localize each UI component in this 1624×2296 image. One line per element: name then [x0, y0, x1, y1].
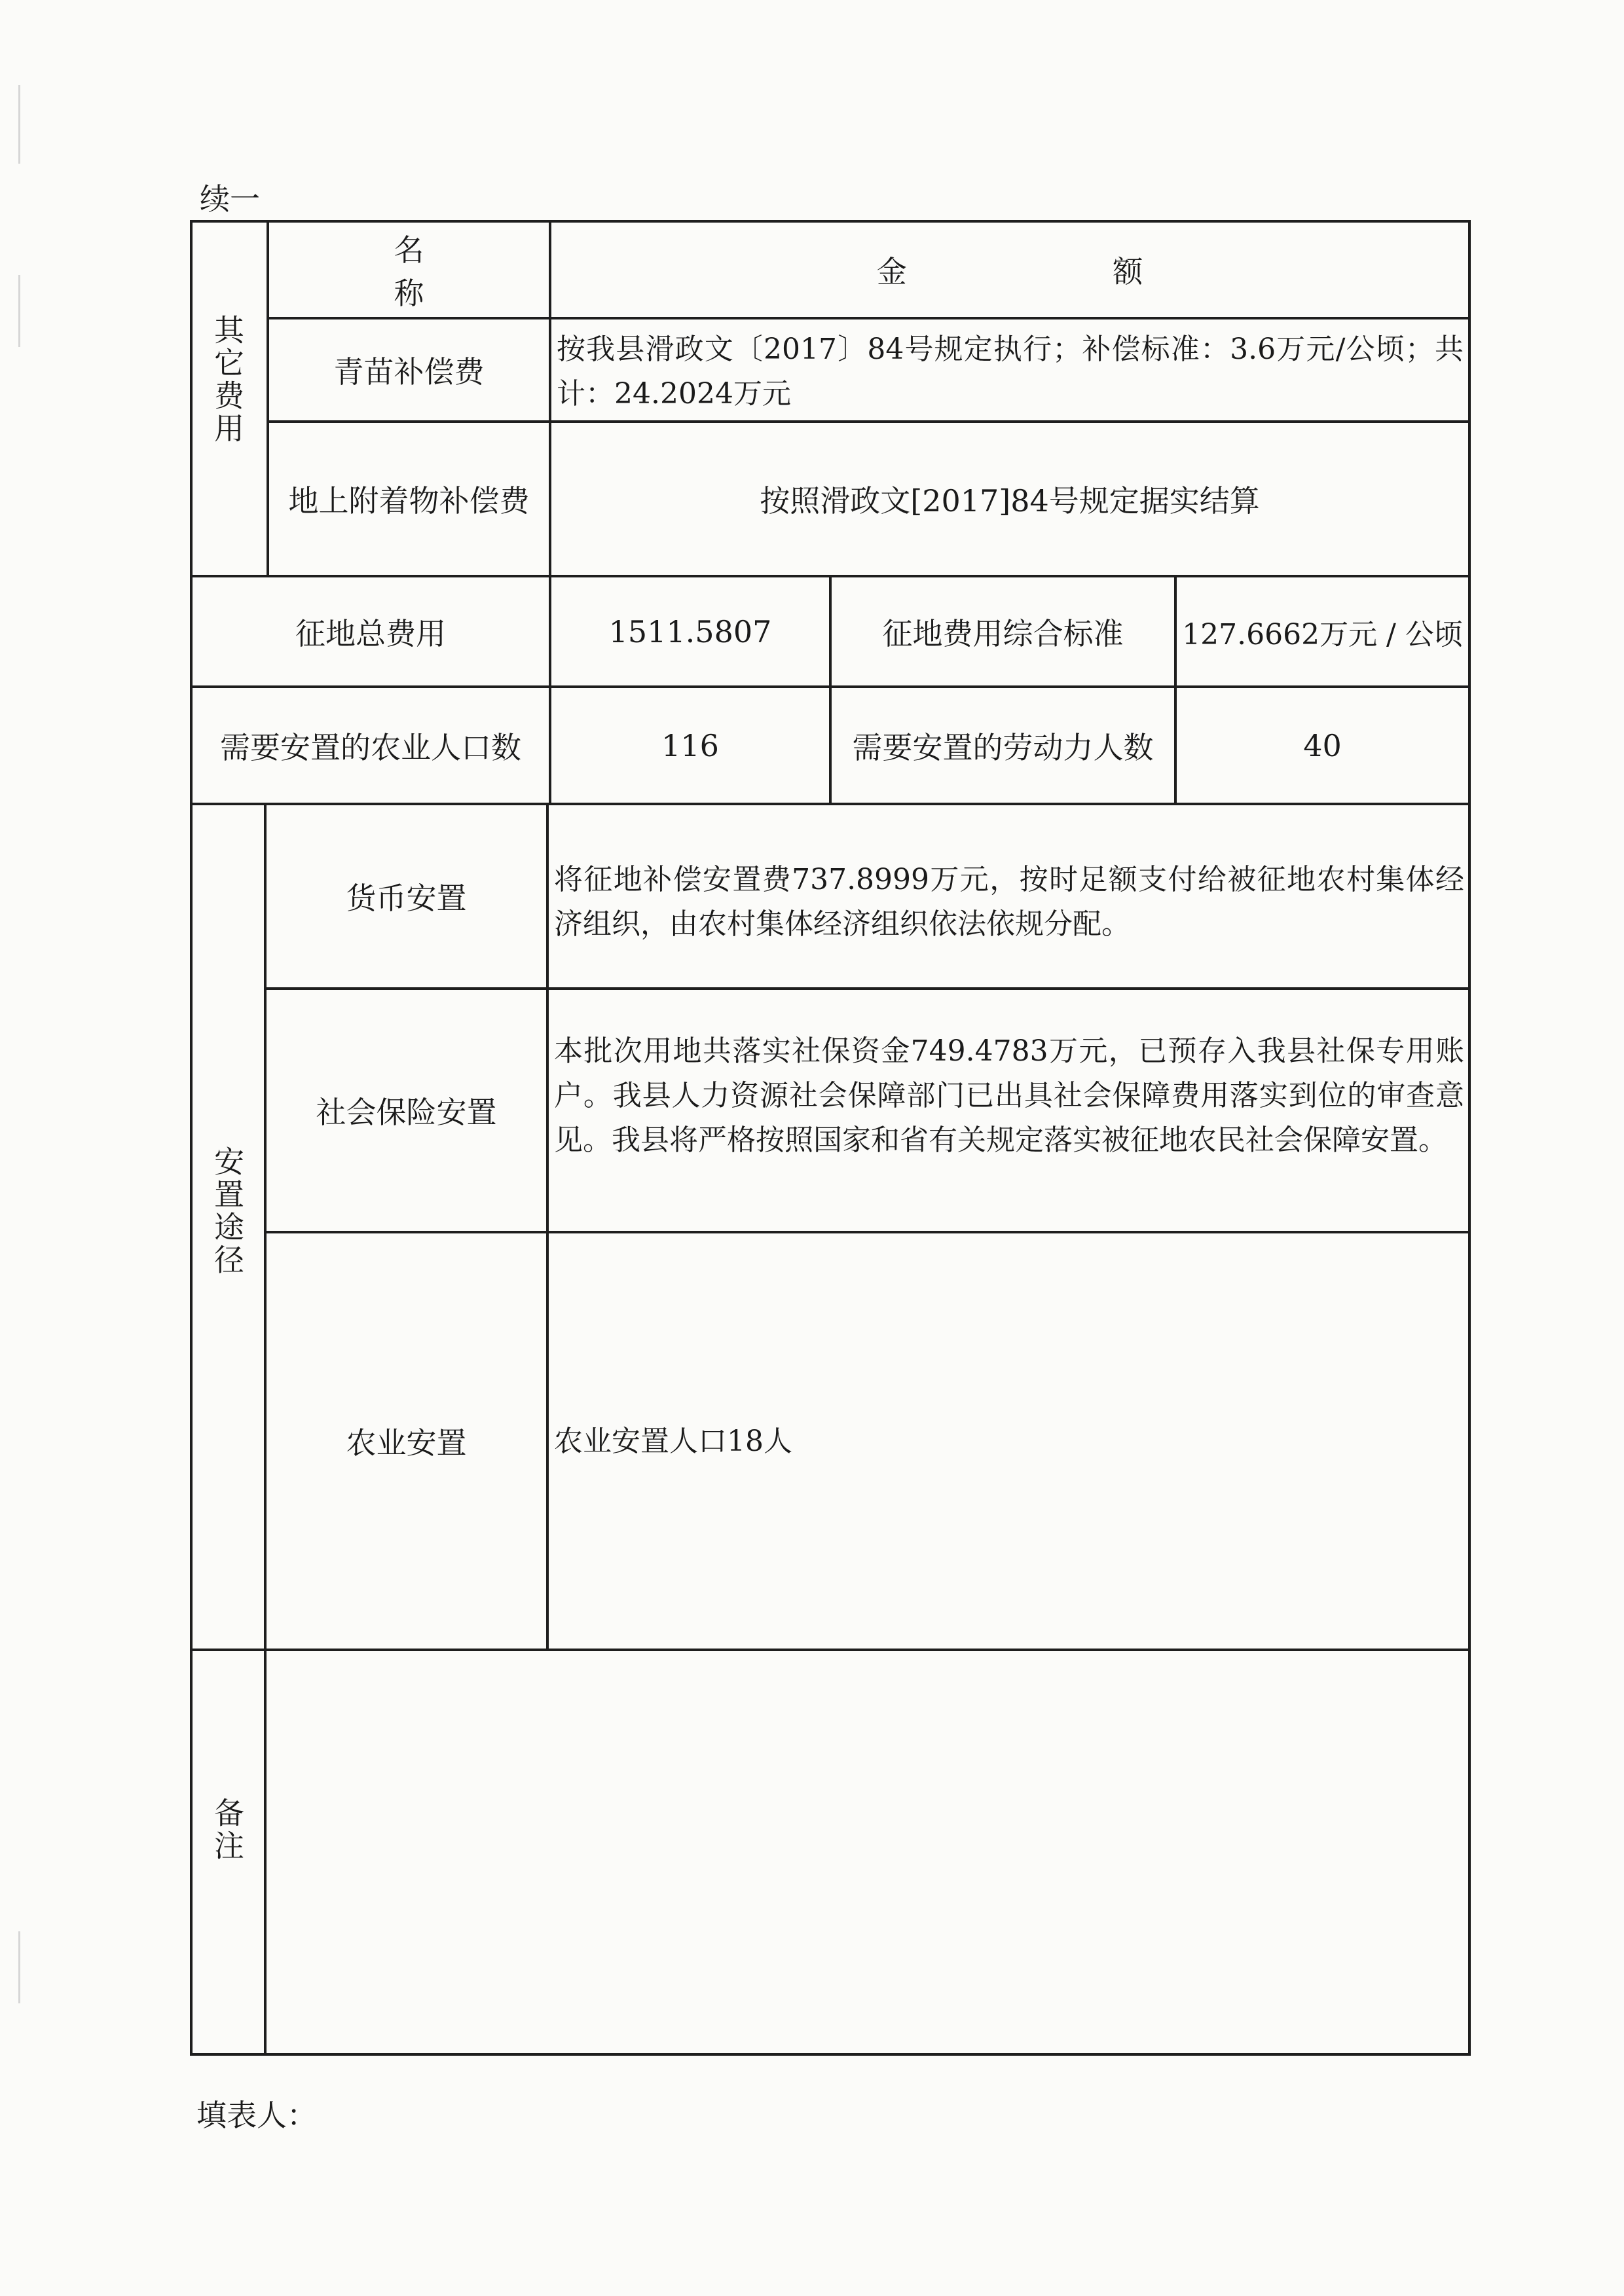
- column-header-name: 名 称: [394, 232, 487, 311]
- labor-value: 40: [1303, 727, 1342, 763]
- standard-label: 征地费用综合标准: [882, 615, 1124, 651]
- resettle-text-social-insurance: 本批次用地共落实社保资金749.4783万元，已预存入我县社保专用账户。我县人力资源社会保障部门已出具社会保障费用落实到位的审查意见。我县将严格按照国家和省有关规定落实被征地农民社会保障安置。: [554, 1034, 1464, 1157]
- standard-value: 127.6662万元 / 公顷: [1182, 617, 1463, 651]
- column-header-amount: 金 额: [876, 254, 1242, 289]
- fee-text-attachments: 按照滑政文[2017]84号规定据实结算: [760, 483, 1260, 519]
- form-filler-label: 填表人：: [196, 2098, 317, 2133]
- resettle-text-monetary: 将征地补偿安置费737.8999万元，按时足额支付给被征地农村集体经济组织，由农村集体经济组织依法依规分配。: [554, 863, 1464, 941]
- resettle-text-agricultural: 农业安置人口18人: [554, 1425, 792, 1458]
- resettle-name-agricultural: 农业安置: [346, 1425, 467, 1461]
- fee-name-attachments: 地上附着物补偿费: [288, 483, 530, 519]
- fee-text-seedling: 按我县滑政文〔2017〕84号规定执行；补偿标准：3.6万元/公顷；共计：24.2024万元: [557, 333, 1464, 410]
- continuation-label: 续一: [200, 181, 260, 217]
- fee-name-seedling: 青苗补偿费: [333, 354, 485, 390]
- agri-pop-value: 116: [661, 727, 719, 763]
- resettle-name-social-insurance: 社会保险安置: [316, 1095, 497, 1130]
- remarks-content: [275, 1663, 1460, 2043]
- labor-label: 需要安置的劳动力人数: [852, 729, 1154, 765]
- scan-edge-mark: [18, 85, 20, 164]
- total-cost-value: 1511.5807: [608, 613, 772, 649]
- resettle-name-monetary: 货币安置: [346, 881, 467, 916]
- other-fees-section-label: 其它费用: [210, 314, 245, 445]
- scan-edge-mark: [18, 1931, 20, 2003]
- remarks-label: 备注: [210, 1797, 245, 1863]
- resettlement-section-label: 安置途径: [210, 1146, 245, 1277]
- total-cost-label: 征地总费用: [295, 615, 446, 651]
- agri-pop-label: 需要安置的农业人口数: [220, 729, 521, 765]
- scan-edge-mark: [18, 275, 20, 347]
